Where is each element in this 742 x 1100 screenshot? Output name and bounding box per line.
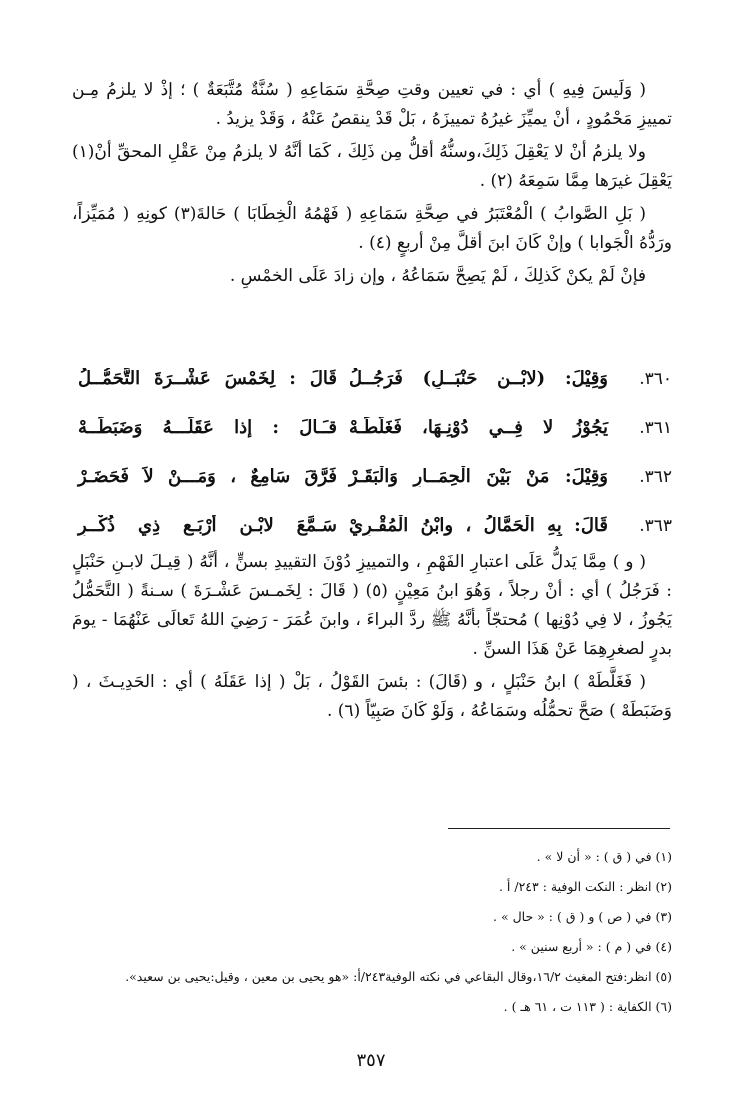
verse-row [72,466,672,515]
paragraph-4: فإنْ لَمْ يكنْ كَذلِكَ ، لَمْ يَصِحَّ سَمَاعُهُ ، وإن زادَ عَلَى الخمْسِ . [229,266,646,286]
footnote-4: (٤) في ( م ) : « أربع سنين » . [511,939,672,954]
page-number: ٣٥٧ [356,1050,386,1071]
verse-second-hemistich: قَالَ : لِخَمْسَ عَشْــرَةَ التَّحَمُّــلُ [78,368,337,389]
verse-row [72,368,672,417]
footnote-1: (١) في ( ق ) : « أن لا » . [536,849,672,864]
verse-number: ٣٦٣. [639,516,672,536]
verse-first-hemistich: وَقِيْلَ: (لابْــنِ حَنْبَــلٍ) فَرَجُــلُ [349,368,608,389]
verse-first-hemistich: يَجُوْزُ لا فِــي دُوْنِـهَا، فَغَلَّطَـهْ [349,417,608,438]
commentary-top [72,76,672,295]
verse-first-hemistich: قَالَ: بِهِ الْحَمَّالُ ، وابْنُ الْمُقْـرِيْ [349,515,608,536]
verse-second-hemistich: سَـمَّعَ لابْـنِ أَرْبَـعٍ ذِي ذُكْــرِ [78,515,337,536]
verse-block [72,368,672,564]
footnote-2: (٢) انظر : النكت الوفية : ٢٤٣/ أ . [498,879,672,894]
verse-row [72,417,672,466]
footnote-5: (٥) انظر:فتح المغيث ١٦/٢،وقال البقاعي في نكته الوفية٢٤٣/أ: «هو يحيى بن معين ، وقيل:يحيى بن سعيد». [125,969,672,984]
footnote-separator [448,828,670,829]
paragraph-3: ( بَلِ الصَّوابُ ) الْمُعْتَبَرُ في صِحَّةِ سَمَاعِهِ ( فَهْمُهُ الْخِطَابَا ) حَالةَ(٣) كونِهِ ( مُمَيِّزاً، ورَدُّهُ الْجَوابا ) وإنْ كَانَ ابنَ أقلَّ مِنْ أربعٍ (٤) . [72,204,672,253]
verse-first-hemistich: وَقِيْلَ: مَنْ بَيْنَ الْحِمَــارِ وَالْبَقَـرْ [349,466,608,487]
footnote-3: (٣) في ( ص ) و ( ق ) : « حال » . [493,909,672,924]
footnote-6: (٦) الكفاية : ( ١١٣ ت ، ٦١ هـ ) . [503,999,672,1014]
paragraph-6: ( فَغَلَّطَهْ ) ابنُ حَنْبَلٍ ، و (قَالَ) : بئسَ القَوْلُ ، بَلْ ( إذا عَقَلَهُ ) أي : الحَدِيـثَ ، ( وَضَبَطَهْ ) صَحَّ تحمُّلُه وسَمَاعُهُ ، وَلَوْ كَانَ صَبِيّاً (٦) . [72,672,672,721]
paragraph-2: ولا يلزمُ أنْ لا يَعْقِلَ ذَلِكَ،وسنُّهُ أقلُّ مِن ذَلِكَ ، كَمَا أنَّهُ لا يلزمُ مِنْ عَقْلِ المحقِّ أنْ(١) يَعْقِلَ غيرَها مِمَّا سَمِعَهُ (٢) . [72,142,672,191]
verse-second-hemistich: فَرَّقَ سَامِعٌ ، وَمَـــنْ لاَ فَحَضَـرْ [78,466,337,487]
verse-number: ٣٦١. [639,418,672,438]
paragraph-5: ( و ) مِمَّا يَدلُّ عَلَى اعتبارِ الفَهْمِ ، والتمييزِ دُوْنَ التقييدِ بسنٍّ ، أنَّهُ ( قِيـلَ لابـنِ حَنْبَلٍ : فَرَجُلُ ) أي : أنْ رجلاً ، وَهُوَ ابنُ مَعِيْنٍ (٥) ( قَالَ : لِخَمـسَ عَشْـرَةَ ) سـنةً ( التَّحَمُّلُ يَجُوزُ ، لا فِي دُوْنِها ) مُحتجّاً بأنَّهُ ﷺ ردَّ البراءَ ، وابنَ عُمَرَ - رَضِيَ اللهُ تَعالَى عَنْهُمَا - يومَ بدرٍ لصغرِهِمَا عَنْ هَذَا السنِّ . [72,552,672,659]
footnotes [72,842,672,1022]
verse-number: ٣٦٠. [639,369,672,389]
verse-second-hemistich: قـَـالَ : إذا عَقَلَـــهُ وَضَبَطَــهْ [78,417,337,438]
paragraph-1: ( وَلَيسَ فِيهِ ) أي : في تعيين وقتِ صِحَّةِ سَمَاعِهِ ( سُنَّةٌ مُتَّبَعَةٌ ) ؛ إذْ لا يلزمُ مِـن تمييزِ مَحْمُودٍ ، أنْ يميِّزَ غيرُهُ تمييزَهُ ، بَلْ قَدْ ينقصُ عَنْهُ ، وَقَدْ يزيدُ . [72,80,672,129]
commentary-bottom [72,548,672,730]
verse-number: ٣٦٢. [639,467,672,487]
